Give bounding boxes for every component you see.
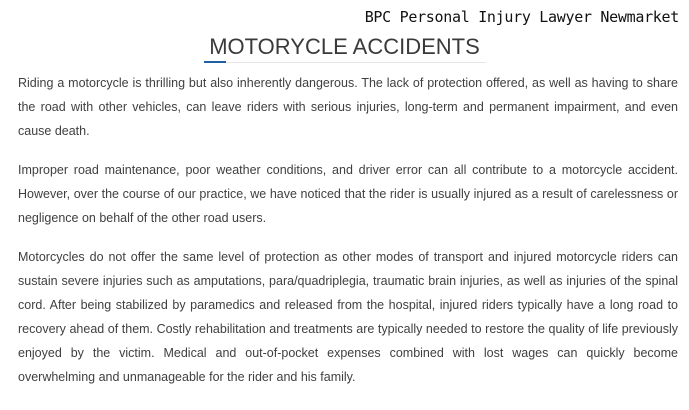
paragraph-causes: Improper road maintenance, poor weather conditions, and driver error can all contribute to a motorcycle accident. However, over the course of our practice, we have noticed that the rider is usually injured as a result of carelessness or negligence on behalf of the other road users. bbox=[18, 163, 678, 225]
watermark-text: BPC Personal Injury Lawyer Newmarket bbox=[364, 8, 679, 26]
paragraph-injuries: Motorcycles do not offer the same level of protection as other modes of transport and injured motorcycle riders can sustain severe injuries such as amputations, para/quadriplegia, traumatic brain injuries, as well as injuries of the spinal cord. After being stabilized by paramedics and released from the hospital, injured riders typically have a long road to recovery ahead of them. Costly rehabilitation and treatments are typically needed to restore the quality of life previously enjoyed by the victim. Medical and out-of-pocket expenses combined with lost wages can quickly become overwhelming and unmanageable for the rider and his family. bbox=[18, 250, 678, 384]
heading-underline bbox=[0, 61, 689, 63]
paragraph-intro: Riding a motorcycle is thrilling but also inherently dangerous. The lack of protection offered, as well as having to share the road with other vehicles, can leave riders with serious injuries, long-term and permanent impairment, and even cause death. bbox=[18, 76, 678, 138]
page-title: MOTORYCLE ACCIDENTS bbox=[209, 34, 480, 59]
heading-divider bbox=[226, 62, 486, 63]
heading-container bbox=[0, 34, 689, 64]
heading-accent-line bbox=[204, 61, 226, 63]
article-body bbox=[18, 71, 678, 404]
